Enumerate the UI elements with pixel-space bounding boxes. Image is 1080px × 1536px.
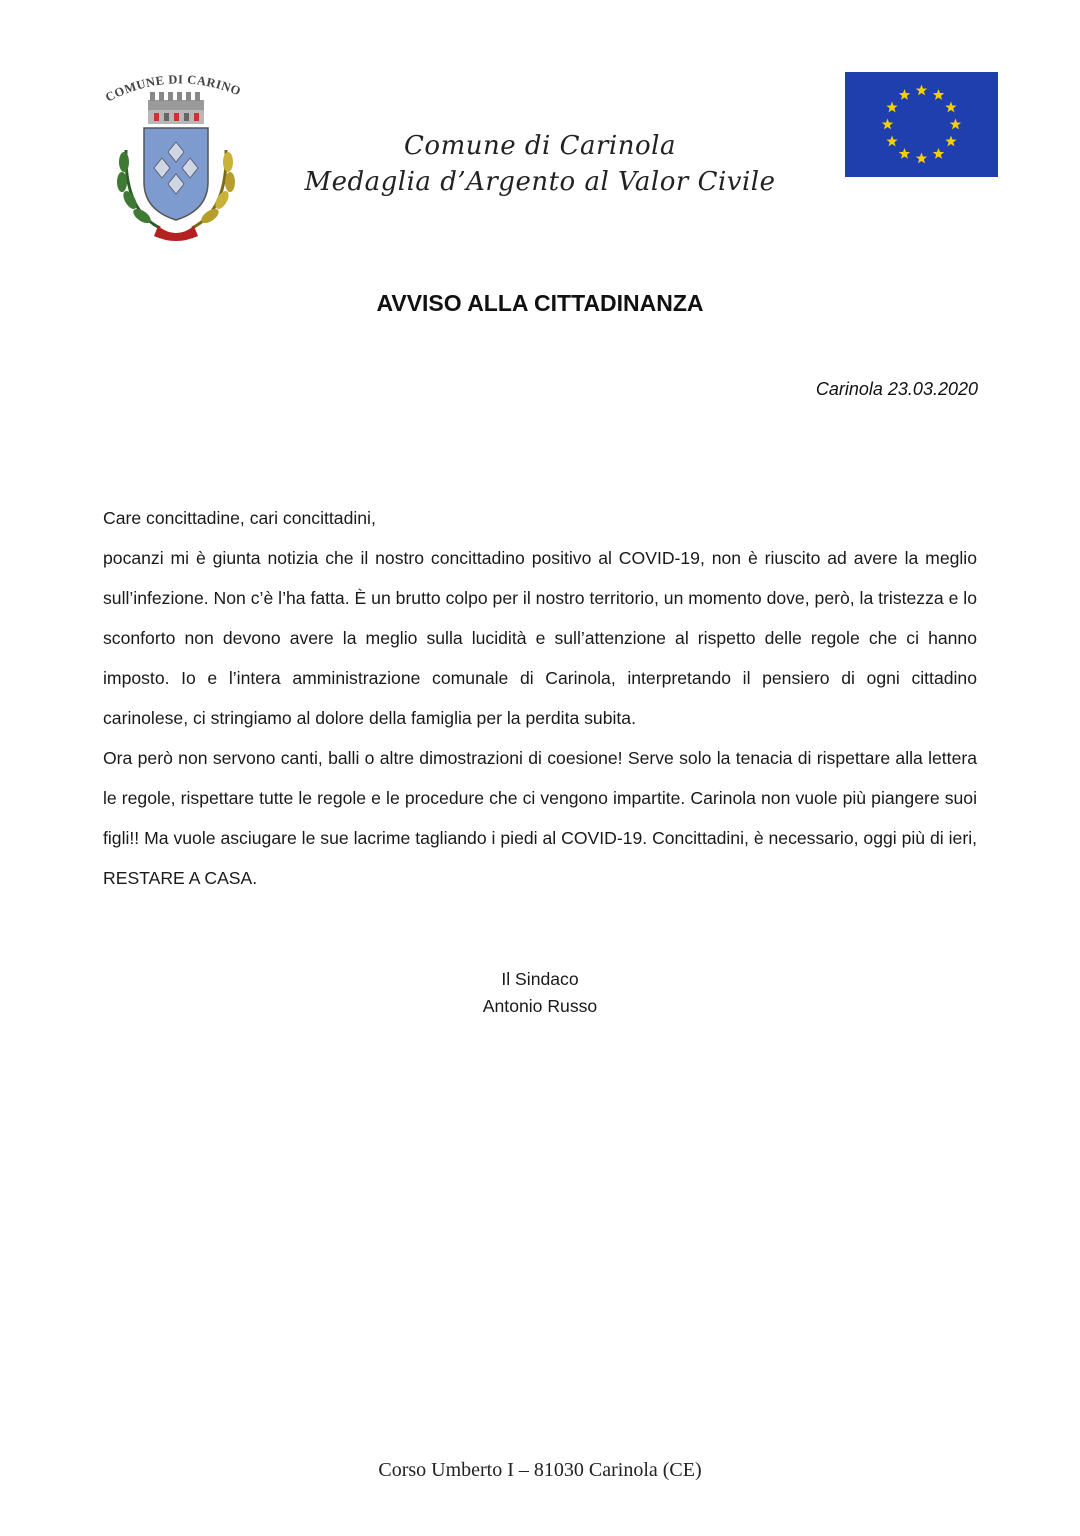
signature-name: Antonio Russo xyxy=(482,996,598,1016)
notice-body xyxy=(103,498,977,898)
municipal-crest-icon xyxy=(100,70,250,245)
svg-text:COMUNE DI CARINOLA: COMUNE DI CARINO xyxy=(103,72,243,105)
municipality-medal: Medaglia d’Argento al Valor Civile xyxy=(304,167,776,197)
municipality-header xyxy=(260,128,820,200)
body-paragraph: pocanzi mi è giunta notizia che il nostro concittadino positivo al COVID-19, non è riuscito ad avere la meglio sull’infezione. Non c’è l’ha fatta. È un brutto colpo per il nostro territorio, un momento dove, però, la tristezza e lo sconforto non devono avere la meglio sulla lucidità e sull’attenzione al rispetto delle regole che ci hanno imposto. Io e l’intera amministrazione comunale di Carinola, interpretando il pensiero di ogni cittadino carinolese, ci stringiamo al dolore della famiglia per la perdita subita. xyxy=(103,548,977,728)
body-paragraph: Ora però non servono canti, balli o altre dimostrazioni di coesione! Serve solo la tenacia di rispettare alla lettera le regole, rispettare tutte le regole e le procedure che ci vengono impartite. Carinola non vuole più piangere suoi figli!! Ma vuole asciugare le sue lacrime tagliando i piedi al COVID-19. Concittadini, è necessario, oggi più di ieri, RESTARE A CASA. xyxy=(103,748,977,888)
footer-address: Corso Umberto I – 81030 Carinola (CE) xyxy=(378,1459,702,1481)
municipality-name: Comune di Carinola xyxy=(404,131,676,161)
notice-title: AVVISO ALLA CITTADINANZA xyxy=(376,290,704,316)
signature-block xyxy=(0,966,1080,1020)
signature-role: Il Sindaco xyxy=(501,969,579,989)
eu-flag-icon xyxy=(845,72,998,177)
body-paragraph: Care concittadine, cari concittadini, xyxy=(103,508,376,528)
notice-date: Carinola 23.03.2020 xyxy=(815,379,978,399)
